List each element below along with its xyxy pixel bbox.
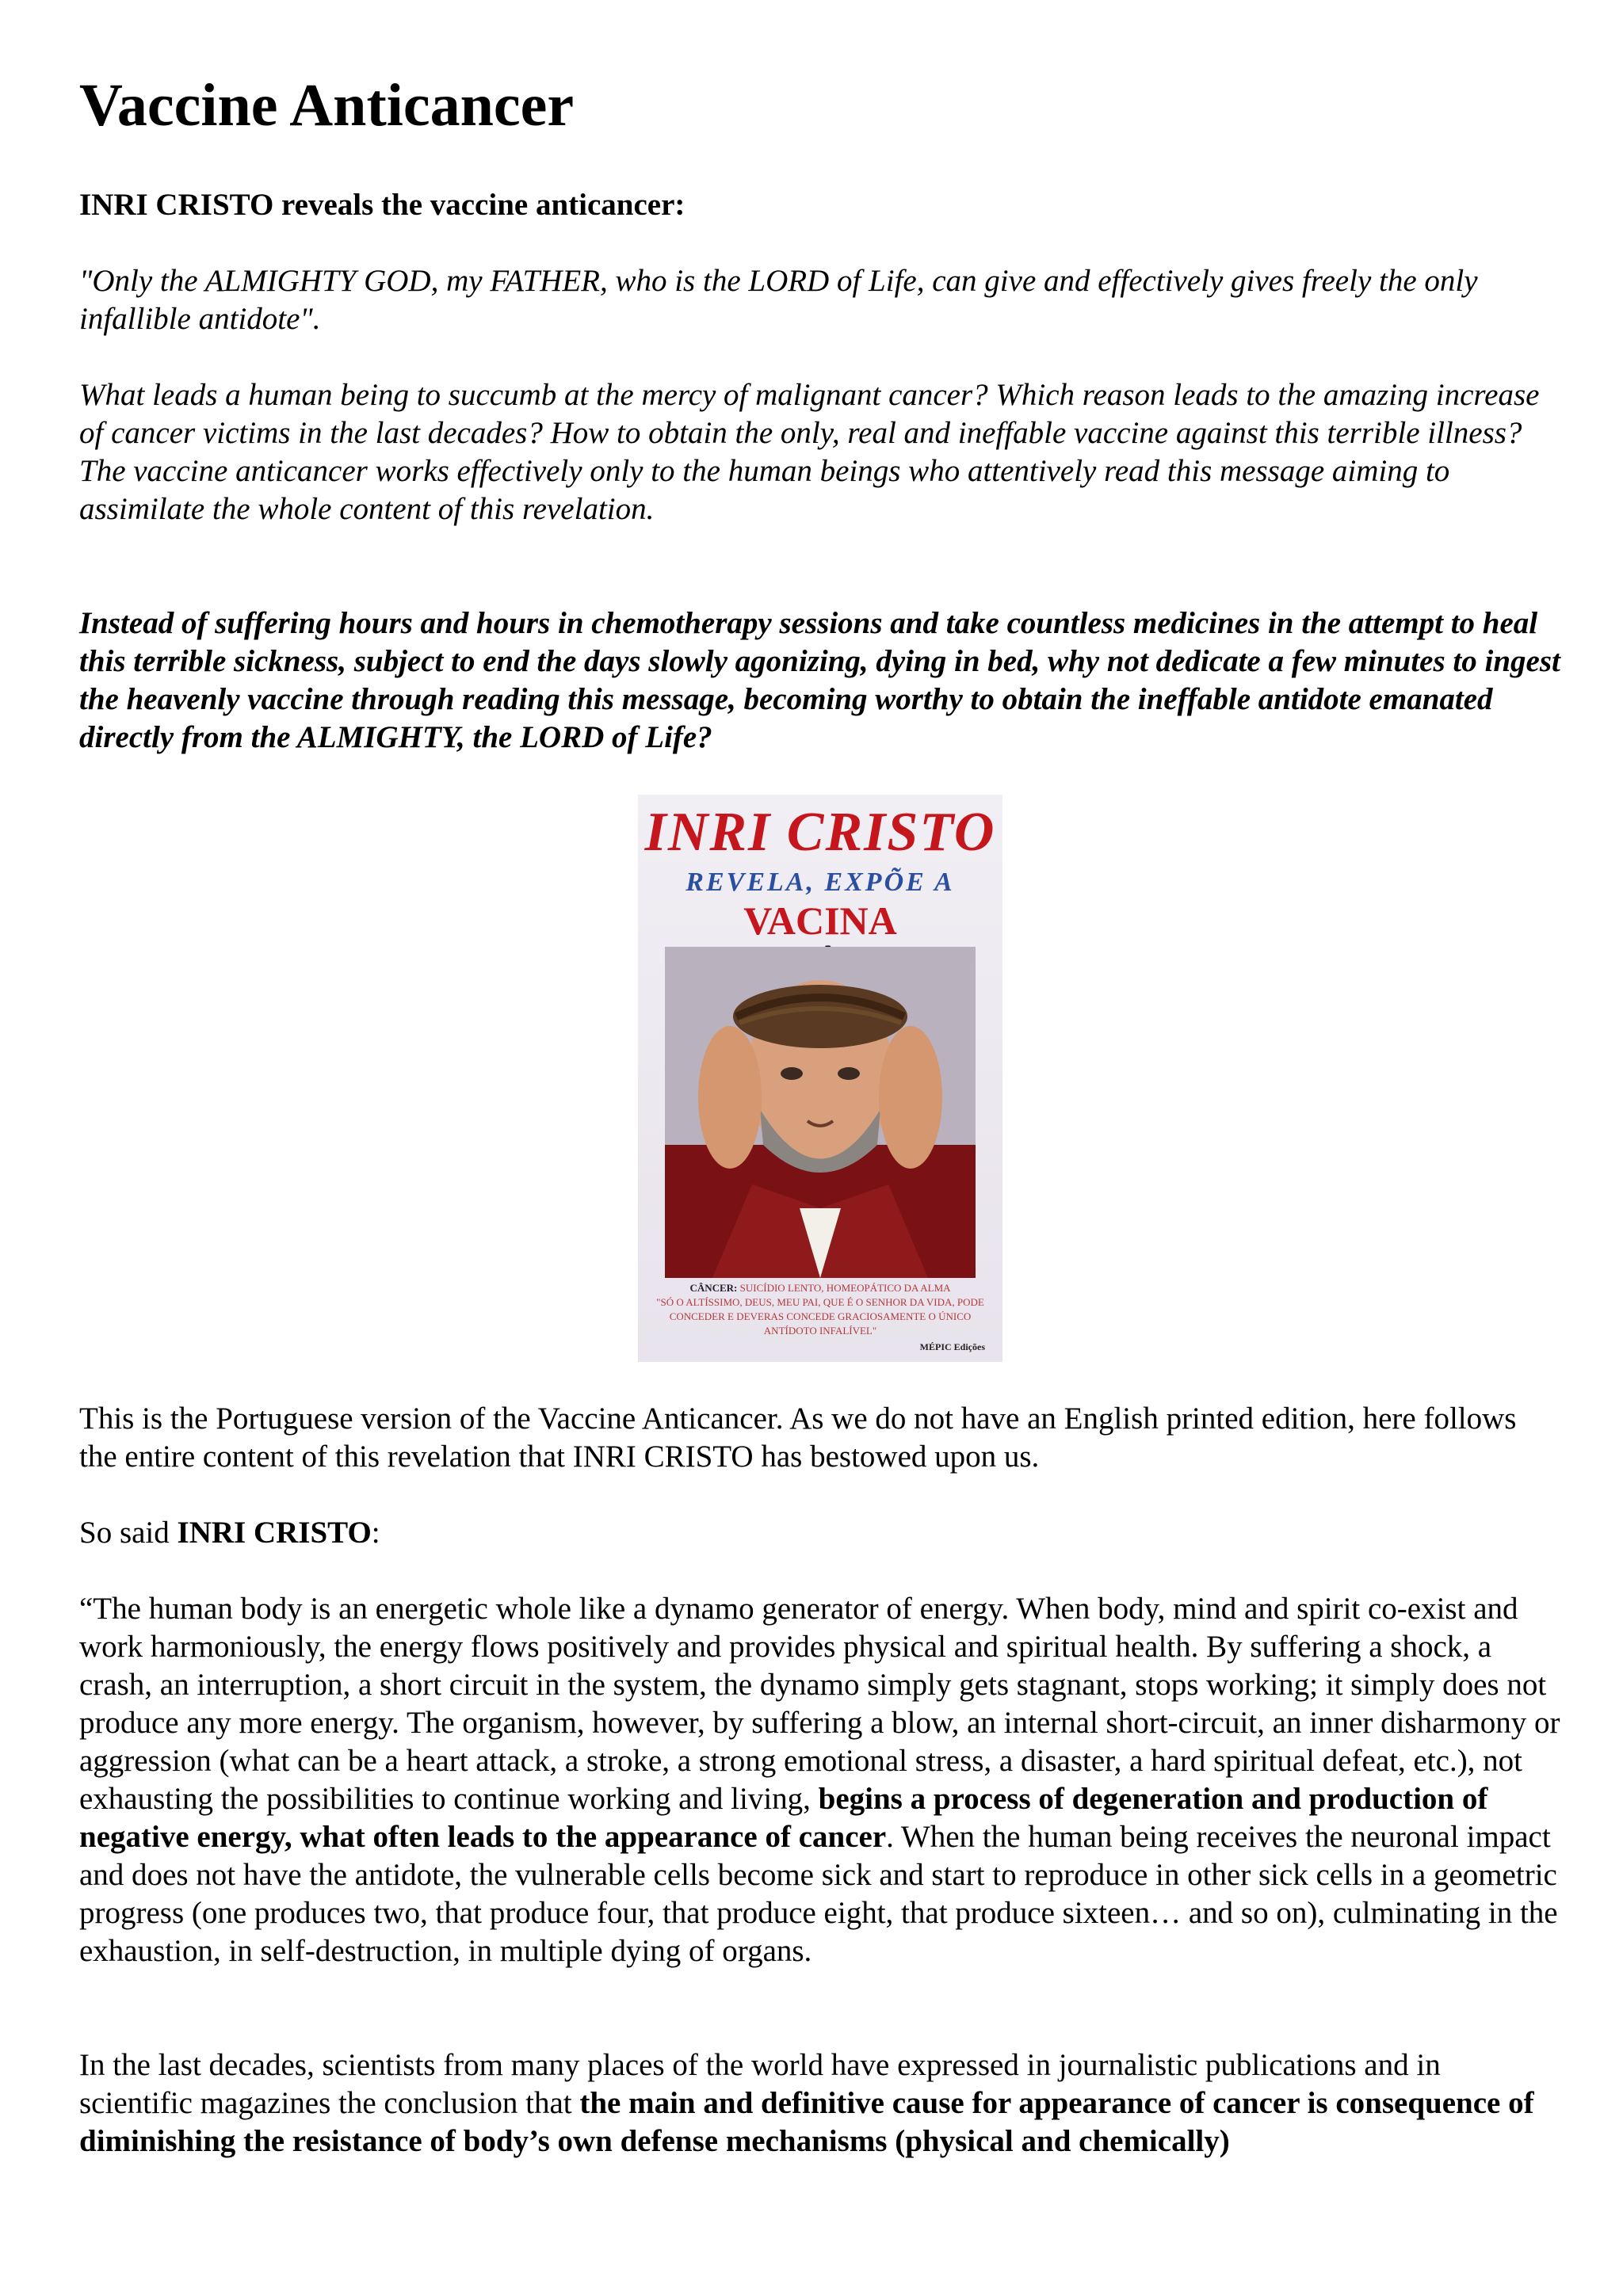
- book-cover-figure: [79, 795, 1561, 1362]
- cover-vaccine-red: VACINA: [743, 898, 897, 944]
- page-title: Vaccine Anticancer: [79, 72, 575, 139]
- body-paragraph-so-said: [79, 1514, 1561, 1552]
- so-said-prefix: So said: [79, 1516, 178, 1550]
- intro-heading: INRI CRISTO reveals the vaccine anticancer:: [79, 188, 685, 223]
- body-paragraph-dynamo: [79, 1590, 1561, 1970]
- scientists-bold: the main and definitive cause for appearance of cancer is consequence of diminishing the resistance of body’s own defense mechanisms (physical and chemically): [79, 2086, 1534, 2159]
- quote-paragraph: "Only the ALMIGHTY GOD, my FATHER, who is the LORD of Life, can give and effectively gives freely the only infallible antidote".: [79, 264, 1478, 337]
- body-paragraph-portuguese-version: This is the Portuguese version of the Vaccine Anticancer. As we do not have an English printed edition, here follows the entire content of this revelation that INRI CRISTO has bestowed upon us.: [79, 1402, 1517, 1474]
- question-paragraph: What leads a human being to succumb at the mercy of malignant cancer? Which reason leads to the amazing increase of cancer victims in the last decades? How to obtain the only, real and ineffable vaccine against this terrible illness? The vaccine anticancer works effectively only to the human beings who attentively read this message aiming to assimilate the whole content of this revelation.: [79, 378, 1540, 527]
- dynamo-text-b: . When the human being receives the neuronal impact and does not have the antidote, the vulnerable cells become sick and start to reproduce in other sick cells in a geometric progress (one produces two, that produce four, that produce eight, that produce sixteen… and so on), culminating in the exhaustion, in self-destruction, in multiple dying of organs.: [79, 1820, 1558, 1969]
- document-page: [79, 71, 1561, 2161]
- cover-title: INRI CRISTO: [644, 802, 996, 864]
- so-said-name: INRI CRISTO: [177, 1516, 372, 1550]
- body-paragraph-scientists: [79, 2046, 1561, 2161]
- cover-footer-label: CÂNCER:: [689, 1282, 738, 1295]
- callout-paragraph: Instead of suffering hours and hours in chemotherapy sessions and take countless medicines in the attempt to heal this terrible sickness, subject to end the days slowly agonizing, dying in bed, why not dedicate a few minutes to ingest the heavenly vaccine through reading this message, becoming worthy to obtain the ineffable antidote emanated directly from the ALMIGHTY, the LORD of Life?: [79, 606, 1560, 755]
- portrait-illustration: [665, 947, 976, 1278]
- book-cover-image: [638, 795, 1002, 1362]
- so-said-suffix: :: [371, 1516, 380, 1550]
- cover-footer-line1: SUICÍDIO LENTO, HOMEOPÁTICO DA ALMA: [739, 1282, 951, 1295]
- dynamo-bold: begins a process of degeneration and production of negative energy, what often leads to the appearance of cancer: [79, 1782, 1488, 1855]
- cover-portrait: [665, 947, 976, 1278]
- cover-subtitle: REVELA, EXPÕE A: [685, 868, 955, 898]
- cover-footer-text: [647, 1281, 993, 1338]
- cover-publisher: MÉPIC Edições: [919, 1341, 985, 1353]
- dynamo-text-a: “The human body is an energetic whole like a dynamo generator of energy. When body, mind and spirit co-exist and work harmoniously, the energy flows positively and provides physical and spiritual health. By suffering a shock, a crash, an interruption, a short circuit in the system, the dynamo simply gets stagnant, stops working; it simply does not produce any more energy. The organism, however, by suffering a blow, an internal short-circuit, an inner disharmony or aggression (what can be a heart attack, a stroke, a strong emotional stress, a disaster, a hard spiritual defeat, etc.), not exhausting the possibilities to continue working and living,: [79, 1592, 1560, 1817]
- scientists-text: In the last decades, scientists from many places of the world have expressed in journalistic publications and in scientific magazines the conclusion that: [79, 2048, 1441, 2121]
- cover-footer-line2: "SÓ O ALTÍSSIMO, DEUS, MEU PAI, QUE É O SENHOR DA VIDA, PODE CONCEDER E DEVERAS CONCEDE GRACIOSAMENTE O ÚNICO ANTÍDOTO INFALÍVEL": [656, 1296, 984, 1337]
